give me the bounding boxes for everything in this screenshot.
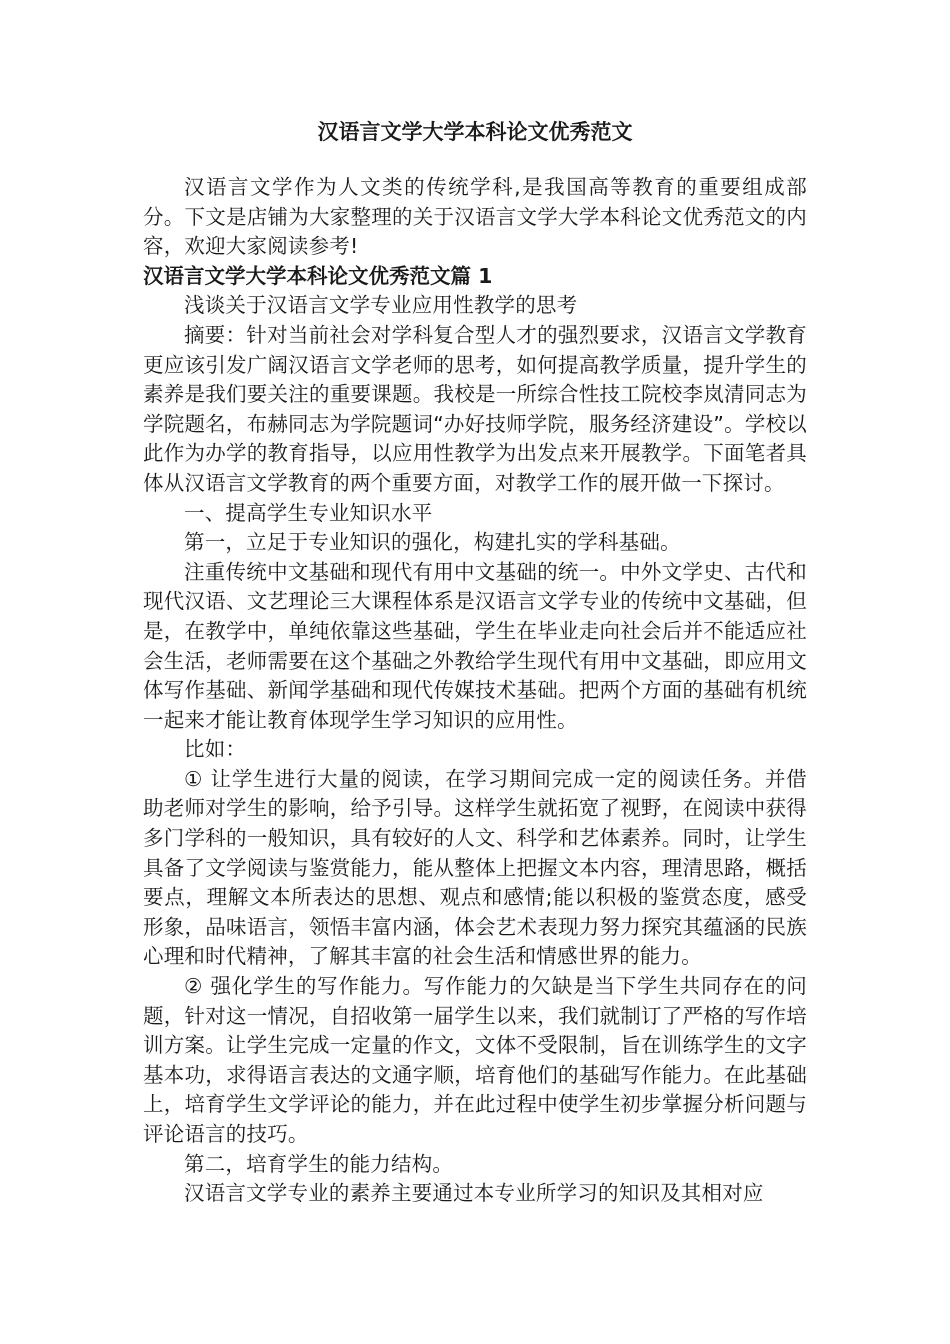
intro-paragraph: 汉语言文学作为人文类的传统学科,是我国高等教育的重要组成部分。下文是店铺为大家整理的关于汉语言文学大学本科论文优秀范文的内容，欢迎大家阅读参考! [143, 175, 807, 259]
paragraph: 比如： [184, 737, 247, 762]
paragraph: 第二，培育学生的能力结构。 [184, 1151, 454, 1176]
paragraph: 一、提高学生专业知识水平 [184, 500, 433, 525]
paragraph: 浅谈关于汉语言文学专业应用性教学的思考 [184, 293, 578, 318]
paragraph: ② 强化学生的写作能力。写作能力的欠缺是当下学生共同存在的问题，针对这一情况，自招收第一届学生以来，我们就制订了严格的写作培训方案。让学生完成一定量的作文，文体不受限制，旨在训练学生的文字基本功，求得语言表达的文通字顺，培育他们的基础写作能力。在此基础上，培育学生文学评论的能力，并在此过程中使学生初步掌握分析问题与评论语言的技巧。 [143, 974, 807, 1146]
paragraph: 注重传统中文基础和现代有用中文基础的统一。中外文学史、古代和现代汉语、文艺理论三大课程体系是汉语言文学专业的传统中文基础，但是，在教学中，单纯依靠这些基础，学生在毕业走向社会后并不能适应社会生活，老师需要在这个基础之外教给学生现代有用中文基础，即应用文体写作基础、新闻学基础和现代传媒技术基础。把两个方面的基础有机统一起来才能让教育体现学生学习知识的应用性。 [143, 559, 807, 732]
paragraph: 摘要：针对当前社会对学科复合型人才的强烈要求，汉语言文学教育更应该引发广阔汉语言文学老师的思考，如何提高教学质量，提升学生的素养是我们要关注的重要课题。我校是一所综合性技工院校李岚清同志为学院题名，布赫同志为学院题词“办好技师学院，服务经济建设”。学校以此作为办学的教育指导，以应用性教学为出发点来开展教学。下面笔者具体从汉语言文学教育的两个重要方面，对教学工作的展开做一下探讨。 [143, 322, 807, 495]
paragraph: 汉语言文学专业的素养主要通过本专业所学习的知识及其相对应 [184, 1181, 764, 1206]
paragraph: ① 让学生进行大量的阅读，在学习期间完成一定的阅读任务。并借助老师对学生的影响，给予引导。这样学生就拓宽了视野，在阅读中获得多门学科的一般知识，具有较好的人文、科学和艺体素养。同时，让学生具备了文学阅读与鉴赏能力，能从整体上把握文本内容，理清思路，概括要点，理解文本所表达的思想、观点和感情;能以积极的鉴赏态度，感受形象，品味语言，领悟丰富内涵，体会艺术表现力努力探究其蕴涵的民族心理和时代精神，了解其丰富的社会生活和情感世界的能力。 [143, 766, 807, 969]
section-heading: 汉语言文学大学本科论文优秀范文篇 1 [143, 263, 493, 288]
document-page [143, 116, 807, 1209]
paragraph: 第一，立足于专业知识的强化，构建扎实的学科基础。 [184, 530, 681, 555]
document-title: 汉语言文学大学本科论文优秀范文 [317, 120, 633, 144]
